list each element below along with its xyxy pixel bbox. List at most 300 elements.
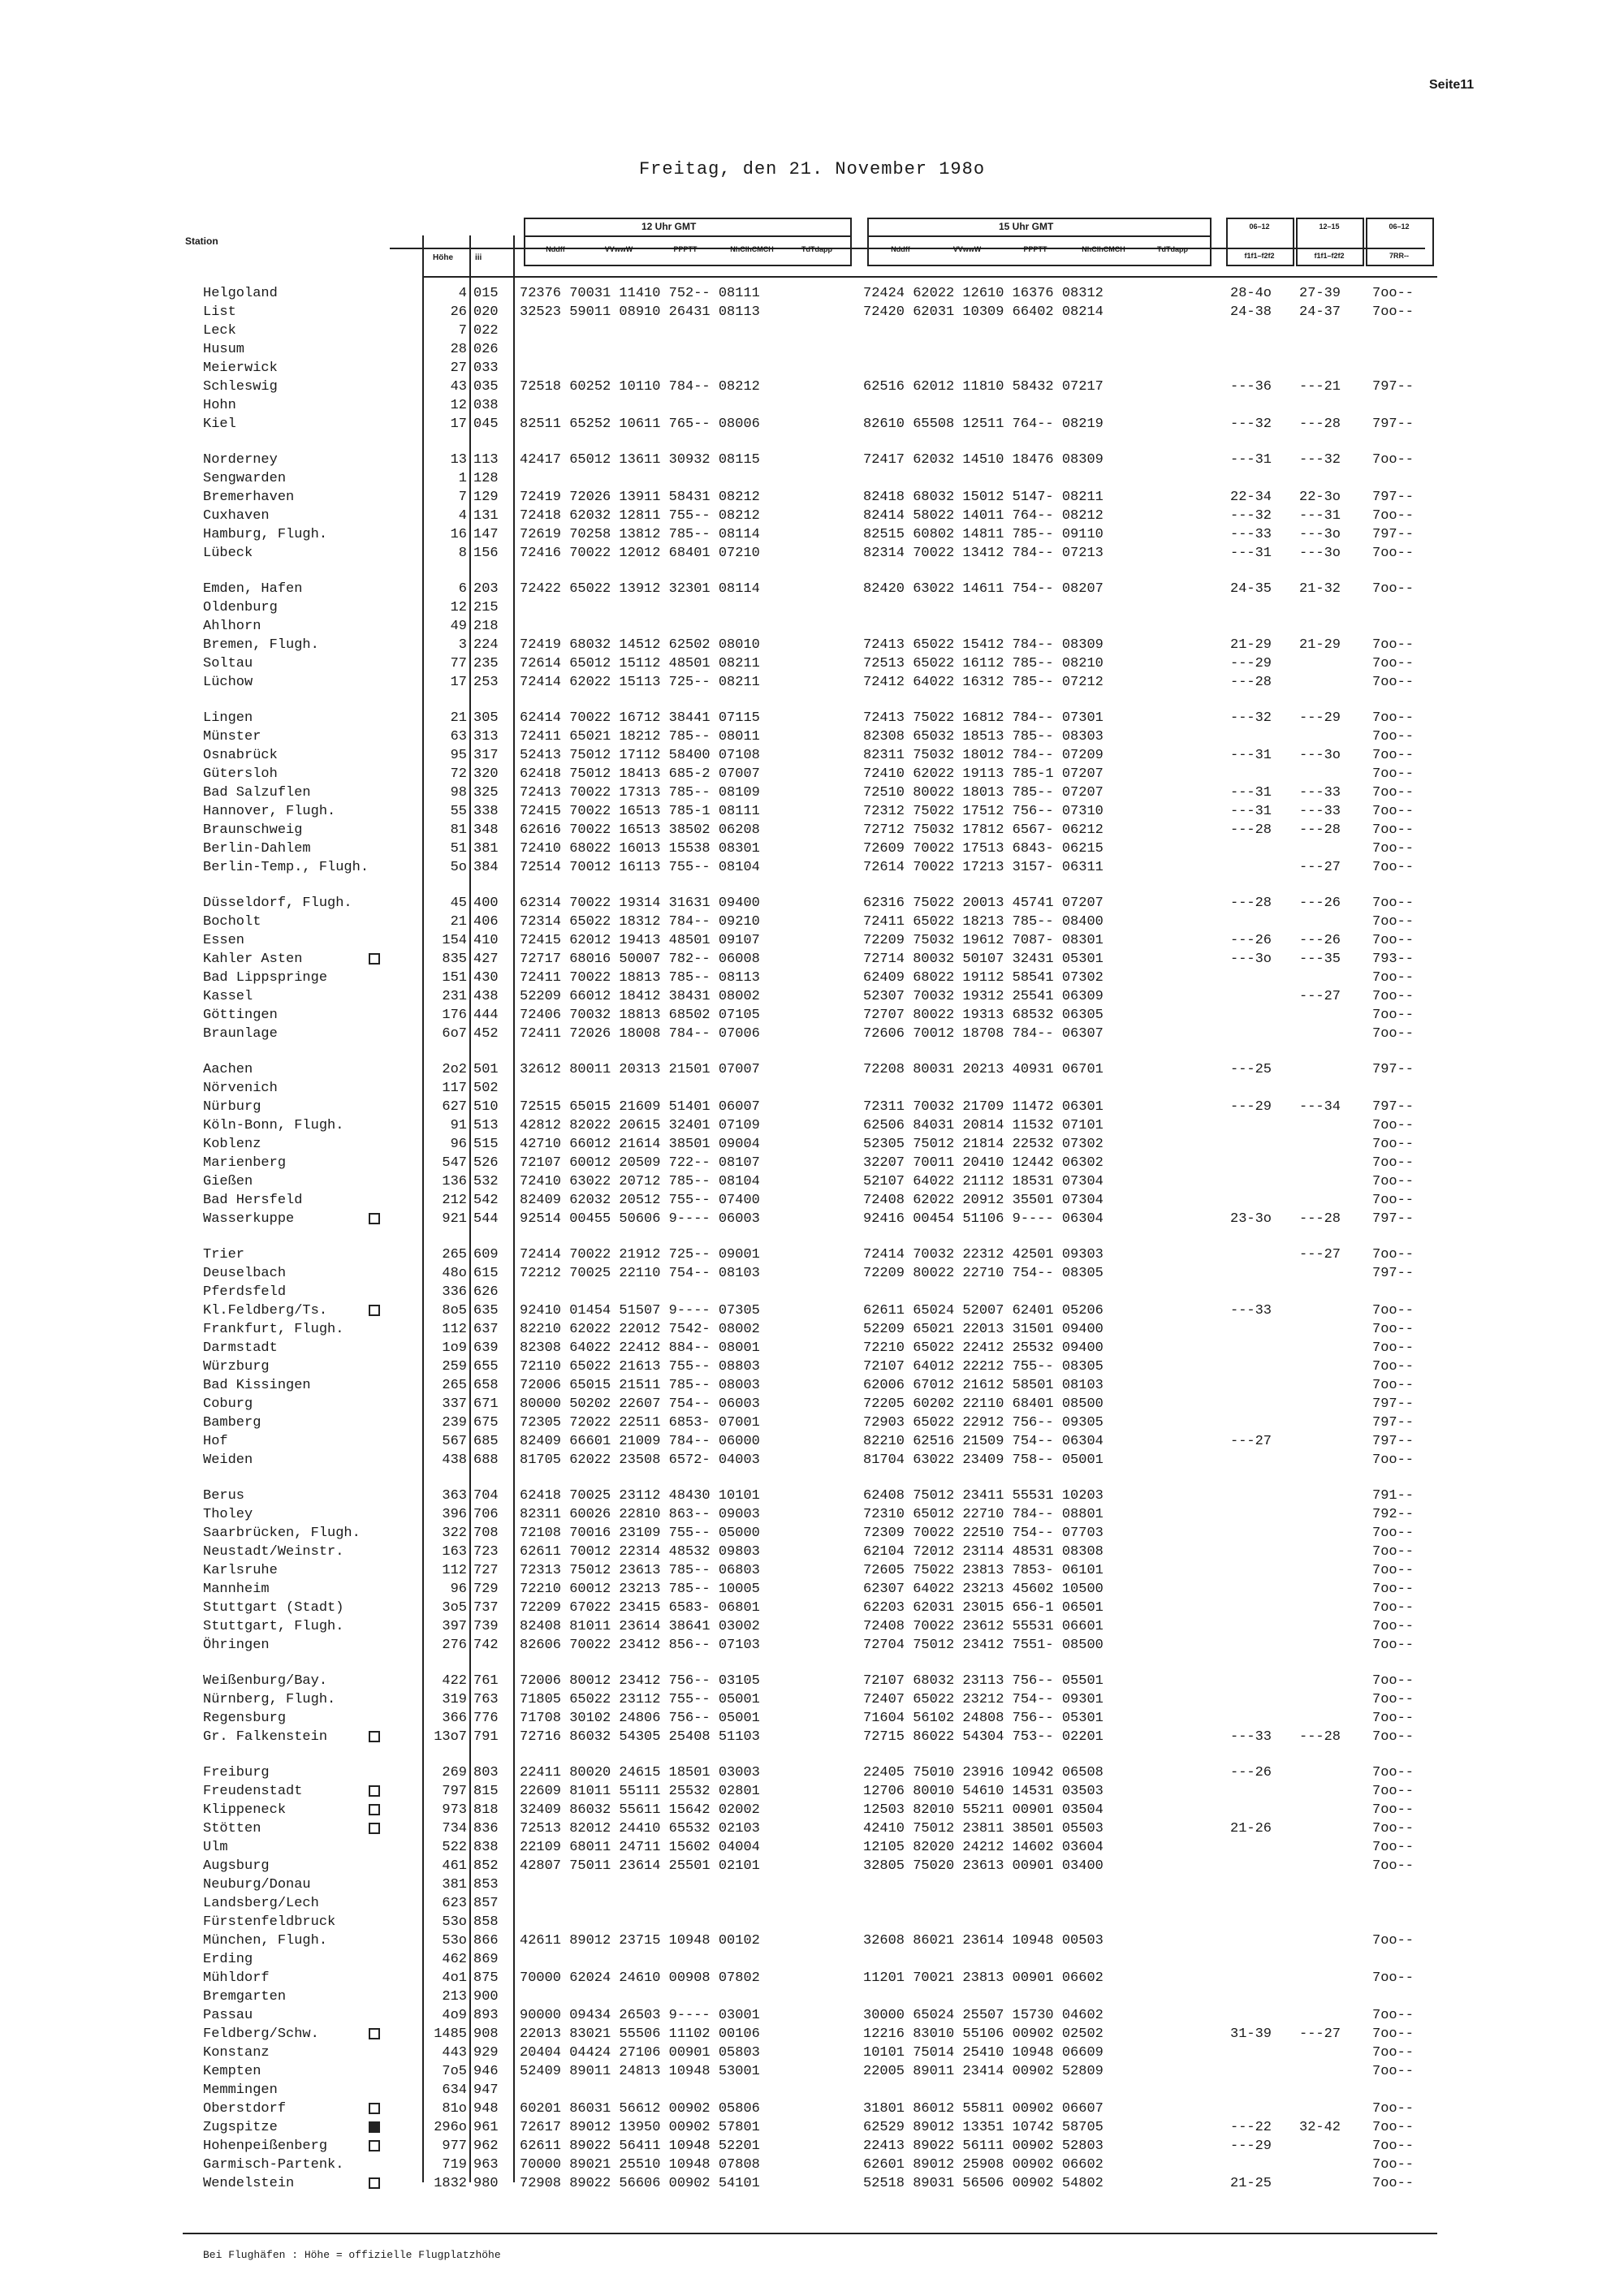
table-row [0, 1357, 1624, 1376]
station-index: 675 [473, 1415, 499, 1431]
table-row [0, 765, 1624, 783]
obs-12-utc: 80000 50202 22607 754-- 06003 [520, 1396, 760, 1412]
station-name: Klippeneck [203, 1802, 287, 1818]
extreme-12-15: 21-29 [1299, 637, 1341, 653]
station-index: 866 [473, 1933, 499, 1949]
extreme-06-12-b: 7oo-- [1372, 1563, 1415, 1578]
station-index: 038 [473, 398, 499, 413]
extreme-06-12: ---29 [1230, 2138, 1272, 2154]
table-row [0, 1763, 1624, 1782]
station-name: Bremerhaven [203, 490, 295, 505]
obs-15-utc: 72309 70022 22510 754-- 07703 [863, 1526, 1104, 1541]
table-row [0, 1931, 1624, 1950]
obs-12-utc: 71708 30102 24806 756-- 05001 [520, 1711, 760, 1726]
extreme-12-15: 24-37 [1299, 304, 1341, 320]
table-row [0, 636, 1624, 654]
station-name: Öhringen [203, 1638, 270, 1653]
station-name: Kahler Asten [203, 952, 303, 967]
station-height: 443 [442, 2045, 467, 2061]
extreme-06-12-b: 7oo-- [1372, 1821, 1415, 1836]
table-row [0, 451, 1624, 469]
extreme-06-12-b: 797-- [1372, 490, 1415, 505]
station-height: 27 [450, 360, 467, 376]
obs-15-utc: 22405 75010 23916 10942 06508 [863, 1765, 1104, 1780]
extreme-06-12-b: 7oo-- [1372, 546, 1415, 561]
obs-15-utc: 72209 80022 22710 754-- 08305 [863, 1266, 1104, 1281]
extreme-06-12-b: 7oo-- [1372, 2026, 1415, 2042]
station-height: 3o5 [442, 1600, 467, 1616]
station-name: Berus [203, 1488, 245, 1504]
station-index: 852 [473, 1858, 499, 1874]
station-height: 4 [458, 508, 467, 524]
table-row [0, 1006, 1624, 1025]
obs-15-utc: 72413 65022 15412 784-- 08309 [863, 637, 1104, 653]
obs-12-utc: 62616 70022 16513 38502 06208 [520, 822, 760, 838]
extreme-12-15: 32-42 [1299, 2120, 1341, 2135]
station-name: Aachen [203, 1062, 253, 1077]
obs-12-utc: 42710 66012 21614 38501 09004 [520, 1137, 760, 1152]
obs-12-utc: 72212 70025 22110 754-- 08103 [520, 1266, 760, 1281]
table-row [0, 1950, 1624, 1969]
extreme-06-12: 21-29 [1230, 637, 1272, 653]
extreme-06-12: ---25 [1230, 1062, 1272, 1077]
extreme-06-12-b: 7oo-- [1372, 637, 1415, 653]
extreme-06-12: ---32 [1230, 416, 1272, 432]
obs-12-utc: 72410 63022 20712 785-- 08104 [520, 1174, 760, 1189]
station-index: 045 [473, 416, 499, 432]
obs-15-utc: 62006 67012 21612 58501 08103 [863, 1378, 1104, 1393]
station-index: 791 [473, 1729, 499, 1745]
table-row [0, 1987, 1624, 2006]
station-name: Lingen [203, 710, 253, 726]
obs-12-utc: 52409 89011 24813 10948 53001 [520, 2064, 760, 2079]
station-index: 961 [473, 2120, 499, 2135]
extreme-06-12: ---28 [1230, 822, 1272, 838]
station-index: 818 [473, 1802, 499, 1818]
station-index: 542 [473, 1193, 499, 1208]
station-height: 336 [442, 1284, 467, 1300]
table-row [0, 2006, 1624, 2025]
extreme-06-12: 24-38 [1230, 304, 1272, 320]
obs-12-utc: 72406 70032 18813 68502 07105 [520, 1008, 760, 1023]
station-height: 53o [442, 1933, 467, 1949]
station-height: 522 [442, 1840, 467, 1855]
station-name: Neustadt/Weinstr. [203, 1544, 344, 1560]
table-row [0, 1283, 1624, 1301]
station-index: 384 [473, 860, 499, 875]
obs-15-utc: 52305 75012 21814 22532 07302 [863, 1137, 1104, 1152]
table-row [0, 1782, 1624, 1801]
station-index: 400 [473, 896, 499, 911]
obs-15-utc: 12503 82010 55211 00901 03504 [863, 1802, 1104, 1818]
obs-15-utc: 72408 70022 23612 55531 06601 [863, 1619, 1104, 1634]
station-index: 706 [473, 1507, 499, 1522]
table-row [0, 2174, 1624, 2193]
station-name: Bocholt [203, 914, 261, 930]
station-height: 13 [450, 452, 467, 468]
station-height: 163 [442, 1544, 467, 1560]
station-index: 963 [473, 2157, 499, 2173]
extreme-06-12-b: 7oo-- [1372, 2157, 1415, 2173]
extreme-06-12: ---32 [1230, 508, 1272, 524]
extreme-12-15: 27-39 [1299, 286, 1341, 301]
station-name: Stötten [203, 1821, 261, 1836]
table-row [0, 488, 1624, 507]
table-row [0, 2025, 1624, 2044]
extreme-06-12-b: 7oo-- [1372, 2101, 1415, 2117]
extreme-06-12-b: 797-- [1372, 527, 1415, 542]
station-name: Braunlage [203, 1026, 278, 1042]
obs-15-utc: 72715 86022 54304 753-- 02201 [863, 1729, 1104, 1745]
extreme-06-12: ---29 [1230, 656, 1272, 671]
station-name: Berlin-Temp., Flugh. [203, 860, 369, 875]
obs-12-utc: 72419 68032 14512 62502 08010 [520, 637, 760, 653]
obs-12-utc: 52209 66012 18412 38431 08002 [520, 989, 760, 1004]
station-index: 510 [473, 1099, 499, 1115]
table-row [0, 1395, 1624, 1413]
station-index: 900 [473, 1989, 499, 2005]
obs-12-utc: 22109 68011 24711 15602 04004 [520, 1840, 760, 1855]
station-name: Braunschweig [203, 822, 303, 838]
station-name: Bad Kissingen [203, 1378, 311, 1393]
page-number: Seite11 [1429, 78, 1475, 92]
extreme-06-12: ---31 [1230, 452, 1272, 468]
station-index: 035 [473, 379, 499, 395]
rule-header-bottom [422, 276, 1437, 278]
station-index: 113 [473, 452, 499, 468]
station-height: 322 [442, 1526, 467, 1541]
station-height: 265 [442, 1247, 467, 1262]
station-index: 727 [473, 1563, 499, 1578]
station-height: 7o5 [442, 2064, 467, 2079]
station-name: Wasserkuppe [203, 1211, 295, 1227]
station-name: Bad Lippspringe [203, 970, 328, 986]
obs-15-utc: 92416 00454 51106 9---- 06304 [863, 1211, 1104, 1227]
extreme-06-12-b: 7oo-- [1372, 1026, 1415, 1042]
table-row [0, 858, 1624, 877]
station-index: 427 [473, 952, 499, 967]
station-index: 946 [473, 2064, 499, 2079]
station-index: 615 [473, 1266, 499, 1281]
obs-15-utc: 82420 63022 14611 754-- 08207 [863, 581, 1104, 597]
station-index: 147 [473, 527, 499, 542]
extreme-06-12-b: 797-- [1372, 1434, 1415, 1449]
station-height: 634 [442, 2082, 467, 2098]
obs-12-utc: 32409 86032 55611 15642 02002 [520, 1802, 760, 1818]
obs-12-utc: 52413 75012 17112 58400 07108 [520, 748, 760, 763]
station-height: 51 [450, 841, 467, 857]
obs-15-utc: 72311 70032 21709 11472 06301 [863, 1099, 1104, 1115]
obs-12-utc: 72411 65021 18212 785-- 08011 [520, 729, 760, 744]
station-height: 16 [450, 527, 467, 542]
obs-12-utc: 60201 86031 56612 00902 05806 [520, 2101, 760, 2117]
obs-12-utc: 72617 89012 13950 00902 57801 [520, 2120, 760, 2135]
station-height: 49 [450, 619, 467, 634]
extreme-06-12: ---29 [1230, 1099, 1272, 1115]
station-name: Gütersloh [203, 766, 278, 782]
extreme-06-12-b: 7oo-- [1372, 675, 1415, 690]
extreme-06-12-b: 7oo-- [1372, 1802, 1415, 1818]
station-height: 2o2 [442, 1062, 467, 1077]
station-height: 797 [442, 1784, 467, 1799]
obs-15-utc: 82610 65508 12511 764-- 08219 [863, 416, 1104, 432]
station-height: 627 [442, 1099, 467, 1115]
obs-15-utc: 82210 62516 21509 754-- 06304 [863, 1434, 1104, 1449]
obs-15-utc: 62316 75022 20013 45741 07207 [863, 896, 1104, 911]
obs-12-utc: 81705 62022 23508 6572- 04003 [520, 1452, 760, 1468]
obs-12-utc: 72108 70016 23109 755-- 05000 [520, 1526, 760, 1541]
station-name: Gr. Falkenstein [203, 1729, 328, 1745]
extreme-06-12-b: 793-- [1372, 952, 1415, 967]
station-name: Regensburg [203, 1711, 287, 1726]
obs-15-utc: 32608 86021 23614 10948 00503 [863, 1933, 1104, 1949]
extreme-06-12-b: 7oo-- [1372, 914, 1415, 930]
table-row [0, 525, 1624, 544]
square-icon [369, 1785, 380, 1797]
table-row [0, 1135, 1624, 1154]
station-name: Bremen, Flugh. [203, 637, 319, 653]
table-row [0, 1098, 1624, 1116]
station-index: 685 [473, 1434, 499, 1449]
obs-15-utc: 82311 75032 18012 784-- 07209 [863, 748, 1104, 763]
station-index: 609 [473, 1247, 499, 1262]
extreme-06-12-b: 7oo-- [1372, 1840, 1415, 1855]
table-row [0, 1505, 1624, 1524]
obs-12-utc: 42417 65012 13611 30932 08115 [520, 452, 760, 468]
obs-15-utc: 62307 64022 23213 45602 10500 [863, 1582, 1104, 1597]
header-iii: iii [475, 253, 482, 262]
extreme-12-15: ---26 [1299, 896, 1341, 911]
header-e3: 06–12 [1389, 222, 1410, 231]
station-name: Fürstenfeldbruck [203, 1914, 336, 1930]
station-name: Landsberg/Lech [203, 1896, 319, 1911]
station-name: Mannheim [203, 1582, 270, 1597]
station-name: Trier [203, 1247, 245, 1262]
station-name: List [203, 304, 236, 320]
obs-12-utc: 72006 80012 23412 756-- 03105 [520, 1673, 760, 1689]
obs-15-utc: 62409 68022 19112 58541 07302 [863, 970, 1104, 986]
obs-15-utc: 72412 64022 16312 785-- 07212 [863, 675, 1104, 690]
table-row [0, 950, 1624, 969]
obs-12-utc: 32523 59011 08910 26431 08113 [520, 304, 760, 320]
station-index: 655 [473, 1359, 499, 1375]
station-index: 305 [473, 710, 499, 726]
obs-15-utc: 72614 70022 17213 3157- 06311 [863, 860, 1104, 875]
obs-12-utc: 72110 65022 21613 755-- 08803 [520, 1359, 760, 1375]
obs-12-utc: 72619 70258 13812 785-- 08114 [520, 527, 760, 542]
station-index: 815 [473, 1784, 499, 1799]
header-15-col-1: Nddff [891, 245, 910, 253]
obs-12-utc: 71805 65022 23112 755-- 05001 [520, 1692, 760, 1707]
station-height: 4o9 [442, 2008, 467, 2023]
station-name: Düsseldorf, Flugh. [203, 896, 352, 911]
station-name: Kassel [203, 989, 253, 1004]
extreme-06-12-b: 7oo-- [1372, 2138, 1415, 2154]
obs-12-utc: 72210 60012 23213 785-- 10005 [520, 1582, 760, 1597]
extreme-06-12-b: 7oo-- [1372, 304, 1415, 320]
station-height: 72 [450, 766, 467, 782]
extreme-06-12-b: 7oo-- [1372, 1322, 1415, 1337]
table-row [0, 1245, 1624, 1264]
obs-15-utc: 72312 75022 17512 756-- 07310 [863, 804, 1104, 819]
obs-15-utc: 72407 65022 23212 754-- 09301 [863, 1692, 1104, 1707]
station-name: Oldenburg [203, 600, 278, 615]
extreme-06-12-b: 7oo-- [1372, 1155, 1415, 1171]
station-height: 835 [442, 952, 467, 967]
table-row [0, 2156, 1624, 2174]
table-row [0, 931, 1624, 950]
station-name: Essen [203, 933, 245, 948]
obs-15-utc: 72513 65022 16112 785-- 08210 [863, 656, 1104, 671]
station-height: 231 [442, 989, 467, 1004]
station-height: 6o7 [442, 1026, 467, 1042]
station-height: 422 [442, 1673, 467, 1689]
station-name: Kempten [203, 2064, 261, 2079]
table-row [0, 1154, 1624, 1172]
station-index: 203 [473, 581, 499, 597]
station-name: Emden, Hafen [203, 581, 303, 597]
obs-15-utc: 72209 75032 19612 7087- 08301 [863, 933, 1104, 948]
station-name: Deuselbach [203, 1266, 287, 1281]
extreme-06-12-b: 7oo-- [1372, 822, 1415, 838]
station-index: 317 [473, 748, 499, 763]
station-index: 729 [473, 1582, 499, 1597]
extreme-06-12-b: 7oo-- [1372, 1970, 1415, 1986]
extreme-06-12: 24-35 [1230, 581, 1272, 597]
obs-12-utc: 82311 60026 22810 863-- 09003 [520, 1507, 760, 1522]
obs-12-utc: 72411 72026 18008 784-- 07006 [520, 1026, 760, 1042]
obs-12-utc: 72416 70022 12012 68401 07210 [520, 546, 760, 561]
station-name: Osnabrück [203, 748, 278, 763]
station-index: 763 [473, 1692, 499, 1707]
station-height: 53o [442, 1914, 467, 1930]
table-row [0, 1728, 1624, 1746]
extreme-06-12: ---33 [1230, 527, 1272, 542]
obs-12-utc: 70000 62024 24610 00908 07802 [520, 1970, 760, 1986]
obs-12-utc: 82210 62022 22012 7542- 08002 [520, 1322, 760, 1337]
header-15-col-2: VVwwW [952, 245, 982, 253]
table-row [0, 1599, 1624, 1617]
extreme-06-12-b: 7oo-- [1372, 581, 1415, 597]
extreme-06-12: ---27 [1230, 1434, 1272, 1449]
obs-15-utc: 82515 60802 14811 785-- 09110 [863, 527, 1104, 542]
obs-15-utc: 81704 63022 23409 758-- 05001 [863, 1452, 1104, 1468]
station-name: Bad Hersfeld [203, 1193, 303, 1208]
extreme-12-15: ---33 [1299, 785, 1341, 801]
table-row [0, 303, 1624, 322]
station-height: 3 [458, 637, 467, 653]
extreme-12-15: ---27 [1299, 1247, 1341, 1262]
extreme-12-15: ---32 [1299, 452, 1341, 468]
header-12-col-3: PPPTT [673, 245, 698, 253]
square-icon [369, 1823, 380, 1834]
station-name: Nürburg [203, 1099, 261, 1115]
header-15-col-4: NhClhCMCH [1082, 245, 1125, 253]
table-row [0, 746, 1624, 765]
header-15-col-5: TdTdapp [1157, 245, 1188, 253]
obs-15-utc: 62203 62031 23015 656-1 06501 [863, 1600, 1104, 1616]
station-name: Meierwick [203, 360, 278, 376]
obs-12-utc: 42807 75011 23614 25501 02101 [520, 1858, 760, 1874]
obs-15-utc: 72606 70012 18708 784-- 06307 [863, 1026, 1104, 1042]
extreme-06-12-b: 7oo-- [1372, 2176, 1415, 2191]
station-name: Karlsruhe [203, 1563, 278, 1578]
station-height: 95 [450, 748, 467, 763]
table-row [0, 987, 1624, 1006]
table-row [0, 1320, 1624, 1339]
obs-12-utc: 82409 62032 20512 755-- 07400 [520, 1193, 760, 1208]
extreme-06-12-b: 7oo-- [1372, 1582, 1415, 1597]
extreme-06-12-b: 7oo-- [1372, 2045, 1415, 2061]
station-name: Ahlhorn [203, 619, 261, 634]
extreme-06-12-b: 7oo-- [1372, 804, 1415, 819]
table-row [0, 1969, 1624, 1987]
table-row [0, 1690, 1624, 1709]
station-index: 962 [473, 2138, 499, 2154]
extreme-12-15: ---34 [1299, 1099, 1341, 1115]
station-height: 151 [442, 970, 467, 986]
station-height: 363 [442, 1488, 467, 1504]
station-name: Münster [203, 729, 261, 744]
station-index: 708 [473, 1526, 499, 1541]
table-row [0, 1025, 1624, 1043]
header-e2-sub: f1f1–f2f2 [1314, 252, 1345, 260]
obs-15-utc: 62529 89012 13351 10742 58705 [863, 2120, 1104, 2135]
obs-12-utc: 82408 81011 23614 38641 03002 [520, 1619, 760, 1634]
station-index: 444 [473, 1008, 499, 1023]
station-index: 313 [473, 729, 499, 744]
station-index: 723 [473, 1544, 499, 1560]
station-height: 6 [458, 581, 467, 597]
obs-15-utc: 72712 75032 17812 6567- 06212 [863, 822, 1104, 838]
obs-15-utc: 52518 89031 56506 00902 54802 [863, 2176, 1104, 2191]
station-index: 869 [473, 1952, 499, 1967]
obs-15-utc: 62516 62012 11810 58432 07217 [863, 379, 1104, 395]
obs-15-utc: 52107 64022 21112 18531 07304 [863, 1174, 1104, 1189]
header-15-divider [867, 235, 1210, 237]
station-height: 12 [450, 398, 467, 413]
square-icon [369, 2103, 380, 2114]
station-name: Kiel [203, 416, 236, 432]
table-row [0, 1543, 1624, 1561]
table-row [0, 1875, 1624, 1894]
obs-15-utc: 32805 75020 23613 00901 03400 [863, 1858, 1104, 1874]
station-index: 776 [473, 1711, 499, 1726]
station-height: 461 [442, 1858, 467, 1874]
extreme-06-12-b: 797-- [1372, 379, 1415, 395]
footnote: Bei Flughäfen : Höhe = offizielle Flugplatzhöhe [203, 2249, 501, 2261]
table-row [0, 1819, 1624, 1838]
station-name: Neuburg/Donau [203, 1877, 311, 1892]
obs-15-utc: 72205 60202 22110 68401 08500 [863, 1396, 1104, 1412]
station-height: 176 [442, 1008, 467, 1023]
extreme-12-15: ---28 [1299, 416, 1341, 432]
station-name: Nürnberg, Flugh. [203, 1692, 336, 1707]
station-height: 239 [442, 1415, 467, 1431]
extreme-06-12-b: 7oo-- [1372, 1692, 1415, 1707]
station-name: Mühldorf [203, 1970, 270, 1986]
extreme-06-12-b: 7oo-- [1372, 841, 1415, 857]
station-index: 929 [473, 2045, 499, 2061]
station-name: Nörvenich [203, 1081, 278, 1096]
station-height: 567 [442, 1434, 467, 1449]
obs-12-utc: 72614 65012 15112 48501 08211 [520, 656, 760, 671]
header-15-title: 15 Uhr GMT [999, 221, 1054, 232]
table-row [0, 1264, 1624, 1283]
extreme-06-12: 31-39 [1230, 2026, 1272, 2042]
station-height: 96 [450, 1582, 467, 1597]
obs-12-utc: 72418 62032 12811 755-- 08212 [520, 508, 760, 524]
